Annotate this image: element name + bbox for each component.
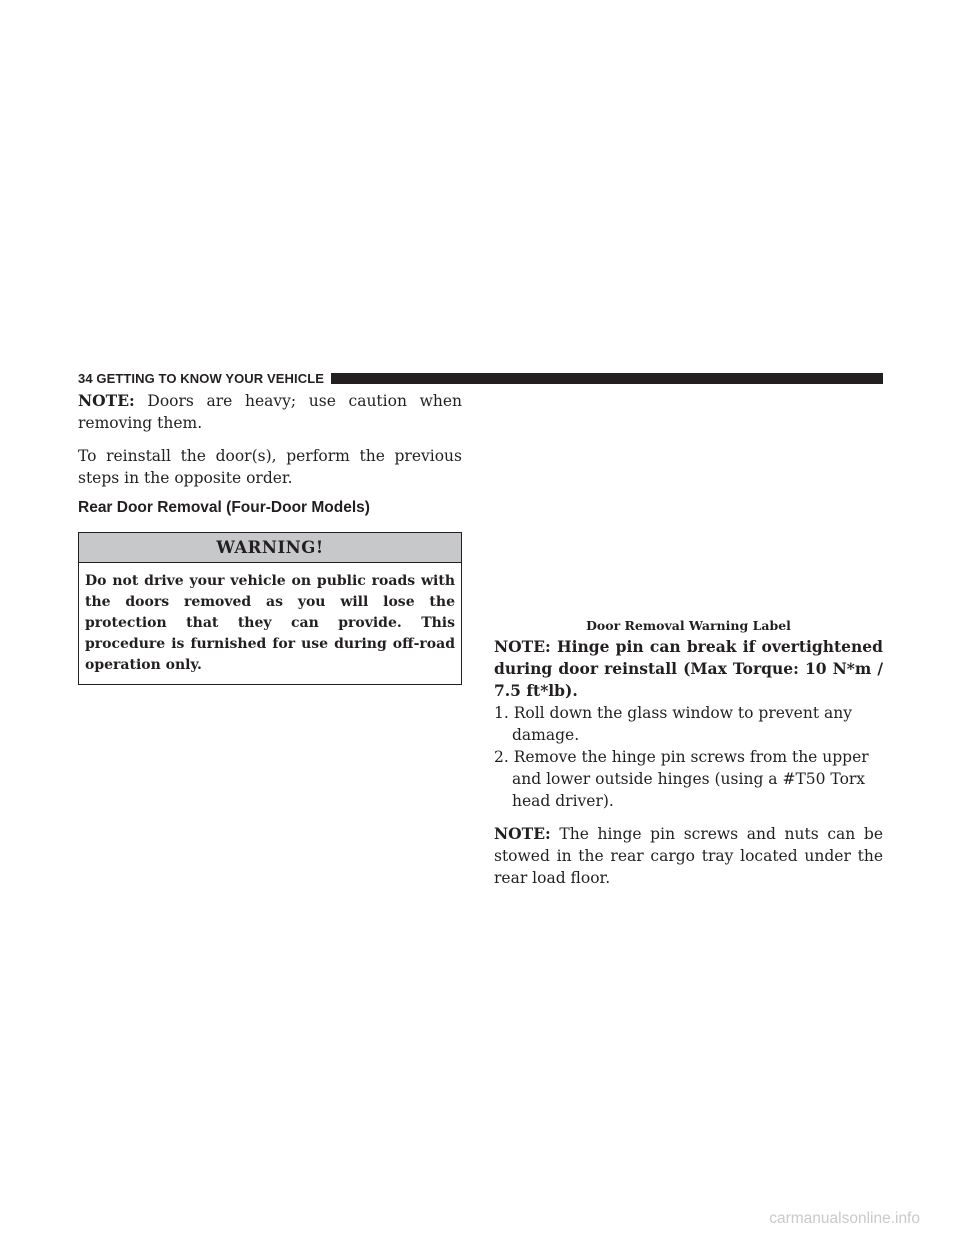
left-column [78, 390, 462, 685]
note-doors-heavy [78, 390, 462, 434]
step-1: 1. Roll down the glass window to prevent any damage. [494, 704, 852, 744]
header-rule [331, 373, 883, 384]
section-heading: Rear Door Removal (Four-Door Models) [78, 499, 370, 516]
note-label: NOTE: [78, 391, 135, 410]
right-column [494, 636, 883, 889]
page-number-and-chapter: 34 GETTING TO KNOW YOUR VEHICLE [78, 370, 325, 386]
note-text: The hinge pin screws and nuts can be stowed in the rear cargo tray located under the rear load floor. [494, 825, 883, 887]
warning-text: Do not drive your vehicle on public roads with the doors removed as you will lose the protection that they can provide. This procedure is furnished for use during off-road operation only. [85, 573, 455, 673]
note-hinge-screws-storage [494, 823, 883, 889]
step-2: 2. Remove the hinge pin screws from the upper and lower outside hinges (using a #T50 Torx head driver). [494, 748, 869, 810]
hinge-pin-note: NOTE: Hinge pin can break if overtightened during door reinstall (Max Torque: 10 N*m / 7.5 ft*lb). [494, 637, 883, 700]
door-warning-label-figure [494, 394, 883, 612]
warning-box [78, 532, 462, 685]
reinstall-paragraph: To reinstall the door(s), perform the previous steps in the opposite order. [78, 447, 462, 487]
warning-title: WARNING! [79, 533, 461, 563]
figure-caption: Door Removal Warning Label [586, 618, 791, 633]
site-watermark: carmanualsonline.info [769, 1210, 920, 1227]
page-header [78, 371, 883, 385]
note-label: NOTE: [494, 824, 551, 843]
note-text: Doors are heavy; use caution when removing them. [78, 392, 462, 432]
